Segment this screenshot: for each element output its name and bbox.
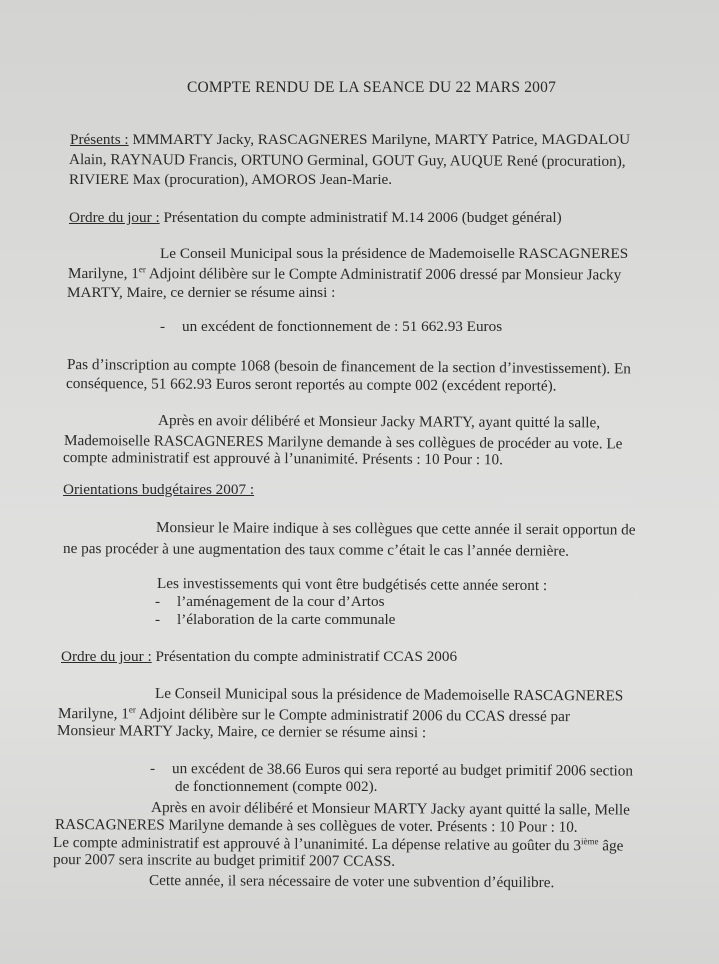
- ordre1-bullet: [160, 318, 502, 335]
- orientations-item-2: [155, 611, 395, 628]
- ordre2-p3-line2: pour 2007 sera inscrite au budget primitif 2007 CCASS.: [52, 851, 396, 870]
- dash-bullet: -: [155, 611, 161, 628]
- orientations-item-1: [155, 593, 384, 610]
- ordre1-p1-line3: MARTY, Maire, ce dernier se résume ainsi :: [67, 284, 336, 301]
- ordre2-p2-line2: RASCAGNERES Marilyne demande à ses collègues de voter. Présents : 10 Pour : 10.: [54, 816, 578, 836]
- orientations-p1-line1: Monsieur le Maire indique à ses collègues que cette année il serait opportun de: [155, 519, 636, 539]
- ordre2-p1-line3: Monsieur MARTY Jacky, Maire, ce dernier se résume ainsi :: [56, 722, 427, 742]
- presents-line-3: RIVIERE Max (procuration), AMOROS Jean-Marie.: [69, 171, 393, 188]
- presents-line-1: [70, 131, 630, 148]
- ordre2-bullet-line1: [150, 760, 633, 780]
- ordre2-p1-sup: er: [128, 704, 136, 715]
- ordre1-p2-line2: conséquence, 51 662.93 Euros seront reportés au compte 002 (excédent reporté).: [65, 375, 557, 395]
- ordre2-bullet-line2: de fonctionnement (compte 002).: [175, 778, 378, 795]
- ordre1-p1-line2: [68, 265, 621, 283]
- dash-bullet: -: [160, 318, 166, 335]
- page-title: COMPTE RENDU DE LA SEANCE DU 22 MARS 2007: [187, 79, 557, 96]
- ordre1-p2-line1: Pas d’inscription au compte 1068 (besoin de financement de la section d’investissement). En: [66, 356, 631, 378]
- ordre1-p1-sup: er: [138, 264, 146, 275]
- ordre1-p1-line1: Le Conseil Municipal sous la présidence de Mademoiselle RASCAGNERES: [160, 245, 629, 262]
- ordre-du-jour-2: [61, 648, 457, 665]
- dash-bullet: -: [149, 760, 156, 778]
- presents-text-1: MMMARTY Jacky, RASCAGNERES Marilyne, MARTY Patrice, MAGDALOU: [132, 131, 631, 148]
- dash-bullet: -: [155, 593, 161, 610]
- ordre2-p1-line1: Le Conseil Municipal sous la présidence de Mademoiselle RASCAGNERES: [154, 685, 624, 705]
- ordre1-text: Présentation du compte administratif M.14 2006 (budget général): [163, 209, 562, 226]
- orientations-heading: Orientations budgétaires 2007 :: [63, 481, 255, 498]
- ordre2-p3-line1a: Le compte administratif est approuvé à l’unanimité. La dépense relative au goûter du 3: [52, 834, 582, 855]
- ordre2-p3-line1b: âge: [602, 837, 624, 855]
- ordre2-bullet-text-1: un excédent de 38.66 Euros qui sera reporté au budget primitif 2006 section: [171, 760, 634, 780]
- ordre-du-jour-1: [69, 209, 562, 226]
- ordre1-p1-line2a: Marilyne, 1: [67, 265, 139, 283]
- ordre2-p2-line1: Après en avoir délibéré et Monsieur MARTY Jacky ayant quitté la salle, Melle: [150, 799, 630, 819]
- orientations-item-2-text: l’élaboration de la carte communale: [177, 611, 396, 628]
- ordre2-p1-line2a: Marilyne, 1: [57, 705, 129, 723]
- ordre1-p3-line2: Mademoiselle RASCAGNERES Marilyne demande à ses collègues de procéder au vote. Le: [63, 432, 623, 453]
- presents-line-2: Alain, RAYNAUD Francis, ORTUNO Germinal, GOUT Guy, AUQUE René (procuration),: [68, 151, 626, 170]
- orientations-p2-intro: Les investissements qui vont être budgétisés cette année seront :: [156, 575, 548, 595]
- ordre2-p1-line2b: Adjoint délibère sur le Compte administratif 2006 du CCAS dressé par: [138, 705, 570, 726]
- orientations-p1-line2: ne pas procéder à une augmentation des taux comme c’était le cas l’année dernière.: [62, 540, 570, 560]
- ordre2-label: Ordre du jour :: [61, 648, 152, 665]
- ordre2-text: Présentation du compte administratif CCAS 2006: [155, 648, 458, 665]
- ordre1-p1-line2b: Adjoint délibère sur le Compte Administratif 2006 dressé par Monsieur Jacky: [148, 265, 622, 284]
- presents-label: Présents :: [70, 131, 129, 148]
- ordre1-p3-line3: compte administratif est approuvé à l’unanimité. Présents : 10 Pour : 10.: [62, 449, 503, 469]
- ordre2-p4: Cette année, il sera nécessaire de voter une subvention d’équilibre.: [148, 872, 555, 892]
- ordre1-label: Ordre du jour :: [69, 209, 160, 226]
- orientations-item-1-text: l’aménagement de la cour d’Artos: [177, 593, 385, 610]
- ordre2-p3-sup: ième: [580, 836, 599, 847]
- ordre1-bullet-text: un excédent de fonctionnement de : 51 662.93 Euros: [182, 318, 503, 335]
- ordre1-p3-line1: Après en avoir délibéré et Monsieur Jacky MARTY, ayant quitté la salle,: [157, 412, 601, 432]
